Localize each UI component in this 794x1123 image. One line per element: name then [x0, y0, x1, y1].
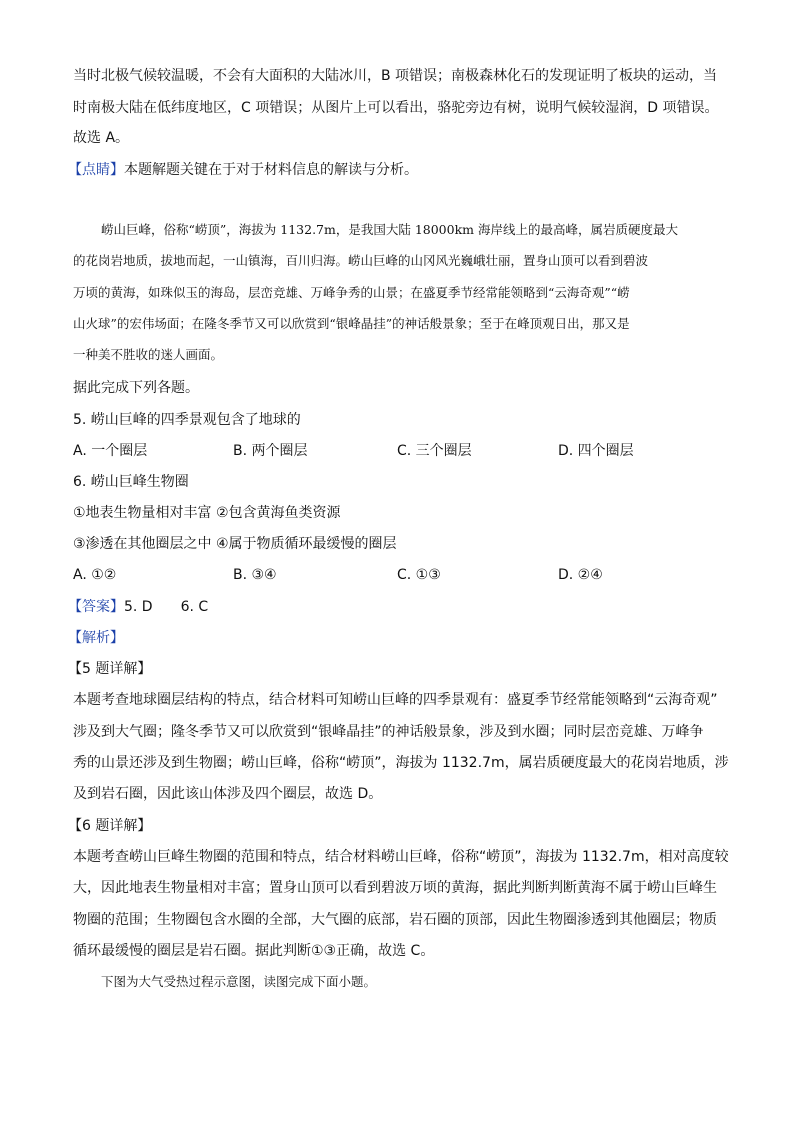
detail-5-tag: 【5 题详解】 — [68, 661, 152, 677]
detail-6-line: 循环最缓慢的圈层是岩石圈。据此判断①③正确，故选 C。 — [73, 943, 435, 959]
q5-option-b: B. 两个圈层 — [233, 443, 308, 459]
material-line: 万顷的黄海，如珠似玉的海岛，层峦竞雄、万峰争秀的山景；在盛夏季节经常能领略到“云海奇观”“崂 — [73, 285, 630, 300]
detail-6-tag: 【6 题详解】 — [68, 818, 152, 834]
answer-text: 5. D 6. C — [124, 599, 209, 615]
detail-5-line: 本题考查地球圈层结构的特点，结合材料可知崂山巨峰的四季景观有：盛夏季节经常能领略到“云海奇观” — [73, 692, 718, 708]
detail-5-line: 及到岩石圈，因此该山体涉及四个圈层，故选 D。 — [73, 786, 383, 802]
next-question-intro: 下图为大气受热过程示意图，读图完成下面小题。 — [101, 974, 377, 989]
q6-option-d: D. ②④ — [558, 567, 603, 583]
text-line: 故选 A。 — [73, 130, 130, 146]
detail-6-line: 本题考查崂山巨峰生物圈的范围和特点，结合材料崂山巨峰，俗称“崂顶”，海拔为 1132.7m，相对高度较 — [73, 849, 729, 865]
detail-6-line: 大，因此地表生物量相对丰富；置身山顶可以看到碧波万顷的黄海，据此判断判断黄海不属于崂山巨峰生 — [73, 880, 717, 896]
question-5-stem: 5. 崂山巨峰的四季景观包含了地球的 — [73, 412, 301, 428]
q5-option-c: C. 三个圈层 — [397, 443, 472, 459]
point-tag: 【点睛】 — [68, 162, 124, 178]
text-line: 时南极大陆在低纬度地区，C 项错误；从图片上可以看出，骆驼旁边有树，说明气候较湿润，D 项错误。 — [73, 100, 719, 116]
q6-statements: ①地表生物量相对丰富 ②包含黄海鱼类资源 — [73, 505, 341, 521]
detail-6-line: 物圈的范围；生物圈包含水圈的全部，大气圈的底部，岩石圈的顶部，因此生物圈渗透到其他圈层；物质 — [73, 912, 717, 928]
q6-option-c: C. ①③ — [397, 567, 441, 583]
analysis-tag: 【解析】 — [68, 630, 124, 646]
material-line: 一种美不胜收的迷人画面。 — [73, 347, 224, 362]
q6-statements: ③渗透在其他圈层之中 ④属于物质循环最缓慢的圈层 — [73, 536, 397, 552]
detail-5-line: 秀的山景还涉及到生物圈；崂山巨峰，俗称“崂顶”，海拔为 1132.7m，属岩质硬度最大的花岗岩地质，涉 — [73, 755, 729, 771]
q5-option-a: A. 一个圈层 — [73, 443, 148, 459]
q6-option-b: B. ③④ — [233, 567, 277, 583]
material-line: 崂山巨峰，俗称“崂顶”，海拔为 1132.7m，是我国大陆 18000km 海岸线上的最高峰，属岩质硬度最大 — [101, 222, 678, 237]
q6-option-a: A. ①② — [73, 567, 117, 583]
detail-5-line: 涉及到大气圈；隆冬季节又可以欣赏到“银峰晶挂”的神话般景象，涉及到水圈；同时层峦竞雄、万峰争 — [73, 724, 704, 740]
question-6-stem: 6. 崂山巨峰生物圈 — [73, 474, 189, 490]
text-line: 当时北极气候较温暖，不会有大面积的大陆冰川，B 项错误；南极森林化石的发现证明了板块的运动，当 — [73, 68, 718, 84]
material-line: 山火球”的宏伟场面；在隆冬季节又可以欣赏到“银峰晶挂”的神话般景象；至于在峰顶观日出，那又是 — [73, 316, 630, 331]
instruction: 据此完成下列各题。 — [73, 380, 199, 396]
material-line: 的花岗岩地质，拔地而起，一山镇海，百川归海。崂山巨峰的山冈风光巍峨壮丽，置身山顶可以看到碧波 — [73, 253, 649, 268]
point-text: 本题解题关键在于对于材料信息的解读与分析。 — [124, 162, 418, 178]
q5-option-d: D. 四个圈层 — [558, 443, 634, 459]
point-note — [68, 160, 418, 180]
answer-tag: 【答案】 — [68, 599, 124, 615]
answer-line — [68, 597, 208, 617]
